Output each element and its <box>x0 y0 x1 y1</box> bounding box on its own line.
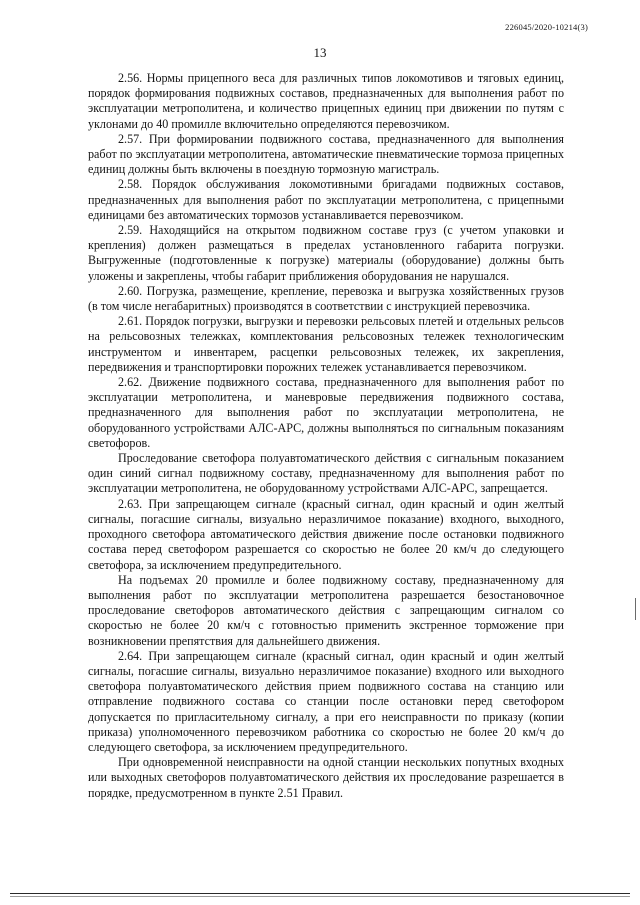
paragraph-2-58: 2.58. Порядок обслуживания локомотивными бригадами подвижных составов, предназначенных для выполнения работ по эксплуатации метрополитена, с прицепными единицами без автоматических тормозов устанавливается перевозчиком. <box>88 177 564 222</box>
paragraph-2-62: 2.62. Движение подвижного состава, предназначенного для выполнения работ по эксплуатации метрополитена, и маневровые передвижения подвижного состава, предназначенного для выполнения работ по эксплуатации метрополитена, не оборудованного устройствами АЛС-АРС, должны выполняться по сигнальным показаниям светофоров. <box>88 375 564 450</box>
document-id: 226045/2020-10214(3) <box>505 22 588 32</box>
paragraph-2-63: 2.63. При запрещающем сигнале (красный сигнал, один красный и один желтый сигналы, погасшие сигналы, визуально неразличимое показание) входного, выходного, проходного светофора автоматического действия движение после остановки подвижного состава перед светофором разрешается со скоростью не более 20 км/ч до следующего светофора, за исключением предупредительного. <box>88 496 564 572</box>
paragraph-2-59: 2.59. Находящийся на открытом подвижном составе груз (с учетом упаковки и крепления) должен размещаться в пределах установленного габарита погрузки. Выгруженные (подготовленные к погрузке) материалы (оборудование) должны быть уложены и закреплены, чтобы габарит приближения оборудования не нарушался. <box>88 223 564 283</box>
paragraph-2-63-continued: На подъемах 20 промилле и более подвижному составу, предназначенному для выполнения работ по эксплуатации метрополитена разрешается безостановочное проследование светофоров автоматического действия с запрещающим сигналом со скоростью не более 20 км/ч с готовностью применить экстренное торможение при возникновении препятствия для дальнейшего движения. <box>88 572 564 648</box>
paragraph-2-64: 2.64. При запрещающем сигнале (красный сигнал, один красный и один желтый сигналы, погасшие сигналы, визуально неразличимое показание) входного или выходного светофора полуавтоматического действия прием подвижного состава на станцию или отправление подвижного состава со станции после остановки перед светофором допускается по пригласительному сигналу, а при его неисправности по приказу (копии приказа) уполномоченного перевозчиком работника со скоростью не более 20 км/ч до следующего светофора, за исключением предупредительного. <box>88 648 564 754</box>
paragraph-2-57: 2.57. При формировании подвижного состава, предназначенного для выполнения работ по эксплуатации метрополитена, автоматические пневматические тормоза прицепных единиц должны быть включены в поездную тормозную магистраль. <box>88 131 564 177</box>
page-bottom-rule <box>10 893 630 894</box>
paragraph-2-61: 2.61. Порядок погрузки, выгрузки и перевозки рельсовых плетей и отдельных рельсов на рельсовозных тележках, комплектования рельсовозных тележек технологическим инструментом и инвентарем, расцепки рельсовозных тележек, их закрепления, передвижения и транспортировки порожних тележек устанавливается перевозчиком. <box>88 314 564 374</box>
document-body <box>88 71 564 801</box>
scan-edge-mark <box>635 598 636 620</box>
paragraph-2-56: 2.56. Нормы прицепного веса для различных типов локомотивов и тяговых единиц, порядок формирования подвижных составов, предназначенных для выполнения работ по эксплуатации метрополитена, и количество прицепных единиц при движении по путям с уклонами до 40 промилле включительно определяются перевозчиком. <box>88 71 564 131</box>
paragraph-2-64-continued: При одновременной неисправности на одной станции нескольких попутных входных или выходных светофоров полуавтоматического действия их проследование разрешается в порядке, предусмотренном в пункте 2.51 Правил. <box>88 755 564 800</box>
page-bottom-rule-shadow <box>10 896 630 897</box>
page-number: 13 <box>313 45 327 60</box>
paragraph-2-62-continued: Проследование светофора полуавтоматического действия с сигнальным показанием один синий сигнал подвижному составу, предназначенному для выполнения работ по эксплуатации метрополитена, не оборудованному устройствами АЛС-АРС, запрещается. <box>88 451 564 496</box>
paragraph-2-60: 2.60. Погрузка, размещение, крепление, перевозка и выгрузка хозяйственных грузов (в том числе негабаритных) производятся в соответствии с инструкцией перевозчика. <box>88 283 564 314</box>
